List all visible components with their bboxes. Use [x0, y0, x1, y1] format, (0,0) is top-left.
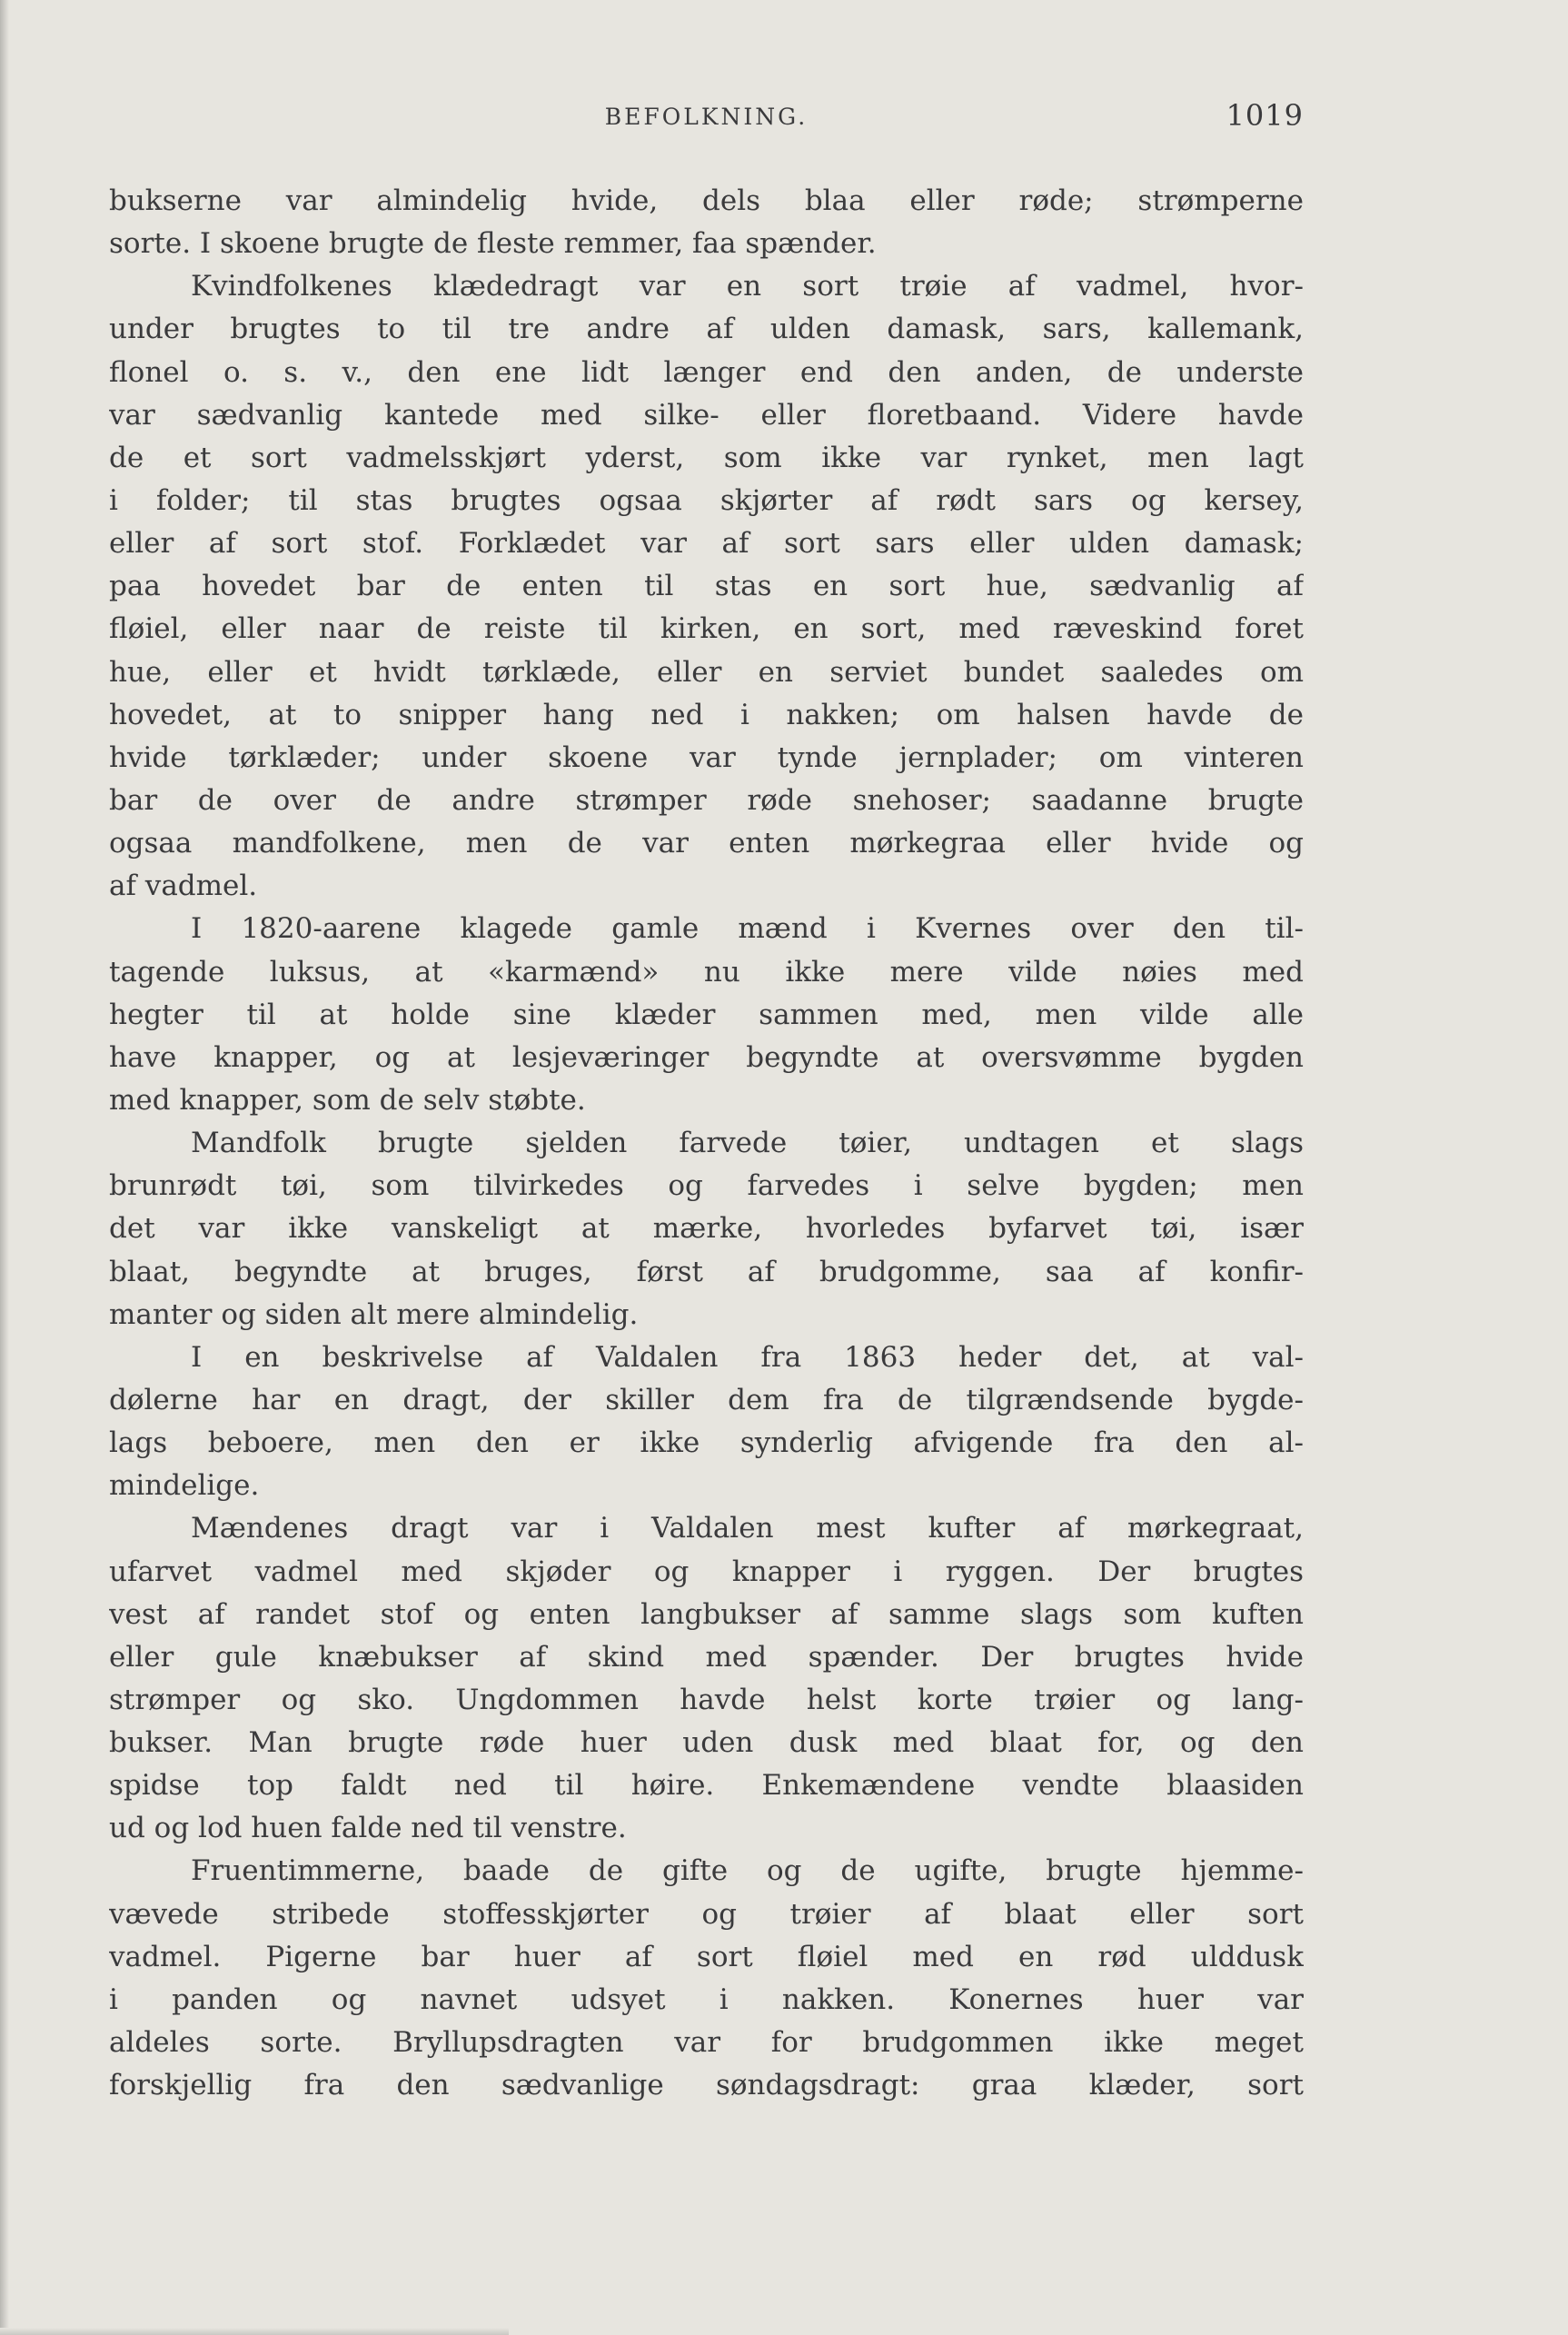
text-line: mindelige.: [109, 1469, 260, 1503]
text-line: eller gule knæbukser af skind med spænder. Der brugtes hvide: [109, 1640, 1304, 1674]
text-line: Mandfolk brugte sjelden farvede tøier, undtagen et slags: [191, 1127, 1304, 1160]
page-number: 1019: [1226, 98, 1304, 133]
text-line: af vadmel.: [109, 869, 258, 903]
text-line: hvide tørklæder; under skoene var tynde jernplader; om vinteren: [109, 740, 1304, 774]
text-line: eller af sort stof. Forklædet var af sort sars eller ulden damask;: [109, 527, 1304, 561]
text-line: blaat, begyndte at bruges, først af brudgomme, saa af konfir-: [109, 1255, 1304, 1288]
text-line: under brugtes to til tre andre af ulden damask, sars, kallemank,: [109, 313, 1304, 346]
text-line: brunrødt tøi, som tilvirkedes og farvedes i selve bygden; men: [109, 1169, 1304, 1203]
text-line: spidse top faldt ned til høire. Enkemændene vendte blaasiden: [109, 1769, 1304, 1803]
text-line: hegter til at holde sine klæder sammen med, men vilde alle: [109, 998, 1304, 1031]
text-line: manter og siden alt mere almindelig.: [109, 1297, 639, 1331]
body-text: [109, 180, 1304, 2107]
page-edge-shadow: [0, 0, 9, 2335]
text-line: bar de over de andre strømper røde snehoser; saadanne brugte: [109, 783, 1304, 817]
running-head: BEFOLKNING.: [604, 104, 809, 130]
text-line: bukser. Man brugte røde huer uden dusk med blaat for, og den: [109, 1726, 1304, 1760]
text-line: tagende luksus, at «karmænd» nu ikke mere vilde nøies med: [109, 955, 1304, 989]
text-line: fløiel, eller naar de reiste til kirken, en sort, med ræveskind foret: [109, 612, 1304, 646]
text-line: med knapper, som de selv støbte.: [109, 1083, 586, 1117]
text-line: ufarvet vadmel med skjøder og knapper i ryggen. Der brugtes: [109, 1555, 1304, 1588]
page-bottom-shadow: [0, 2328, 509, 2335]
page-header: [109, 98, 1304, 134]
text-line: ogsaa mandfolkene, men de var enten mørkegraa eller hvide og: [109, 827, 1304, 860]
text-line: var sædvanlig kantede med silke- eller floretbaand. Videre havde: [109, 398, 1304, 432]
text-line: have knapper, og at lesjeværinger begyndte at oversvømme bygden: [109, 1040, 1304, 1074]
text-line: vævede stribede stoffesskjørter og trøier af blaat eller sort: [109, 1897, 1304, 1931]
text-line: I en beskrivelse af Valdalen fra 1863 heder det, at val-: [191, 1340, 1304, 1374]
text-line: i panden og navnet udsyet i nakken. Konernes huer var: [109, 1982, 1304, 2016]
text-line: det var ikke vanskeligt at mærke, hvorledes byfarvet tøi, især: [109, 1212, 1304, 1246]
text-line: forskjellig fra den sædvanlige søndagsdragt: graa klæder, sort: [109, 2069, 1304, 2102]
text-line: strømper og sko. Ungdommen havde helst korte trøier og lang-: [109, 1683, 1304, 1716]
text-line: Kvindfolkenes klædedragt var en sort trøie af vadmel, hvor-: [191, 270, 1304, 303]
text-line: flonel o. s. v., den ene lidt længer end den anden, de underste: [109, 355, 1304, 389]
text-line: hovedet, at to snipper hang ned i nakken; om halsen havde de: [109, 698, 1304, 731]
text-line: de et sort vadmelsskjørt yderst, som ikke var rynket, men lagt: [109, 441, 1304, 474]
text-line: ud og lod huen falde ned til venstre.: [109, 1812, 627, 1845]
text-line: hue, eller et hvidt tørklæde, eller en serviet bundet saaledes om: [109, 655, 1304, 689]
text-line: lags beboere, men den er ikke synderlig afvigende fra den al-: [109, 1426, 1304, 1460]
text-line: i folder; til stas brugtes ogsaa skjørter af rødt sars og kersey,: [109, 483, 1304, 517]
text-line: sorte. I skoene brugte de fleste remmer, faa spænder.: [109, 227, 877, 261]
text-line: I 1820-aarene klagede gamle mænd i Kvernes over den til-: [191, 912, 1304, 946]
text-line: paa hovedet bar de enten til stas en sort hue, sædvanlig af: [109, 570, 1304, 603]
text-line: vadmel. Pigerne bar huer af sort fløiel med en rød ulddusk: [109, 1940, 1304, 1973]
text-line: bukserne var almindelig hvide, dels blaa eller røde; strømperne: [109, 184, 1304, 217]
text-line: vest af randet stof og enten langbukser af samme slags som kuften: [109, 1597, 1304, 1631]
text-line: Fruentimmerne, baade de gifte og de ugifte, brugte hjemme-: [191, 1854, 1304, 1888]
text-line: Mændenes dragt var i Valdalen mest kufter af mørkegraat,: [191, 1512, 1304, 1545]
text-line: aldeles sorte. Bryllupsdragten var for brudgommen ikke meget: [109, 2026, 1304, 2060]
text-line: dølerne har en dragt, der skiller dem fra de tilgrændsende bygde-: [109, 1383, 1304, 1416]
